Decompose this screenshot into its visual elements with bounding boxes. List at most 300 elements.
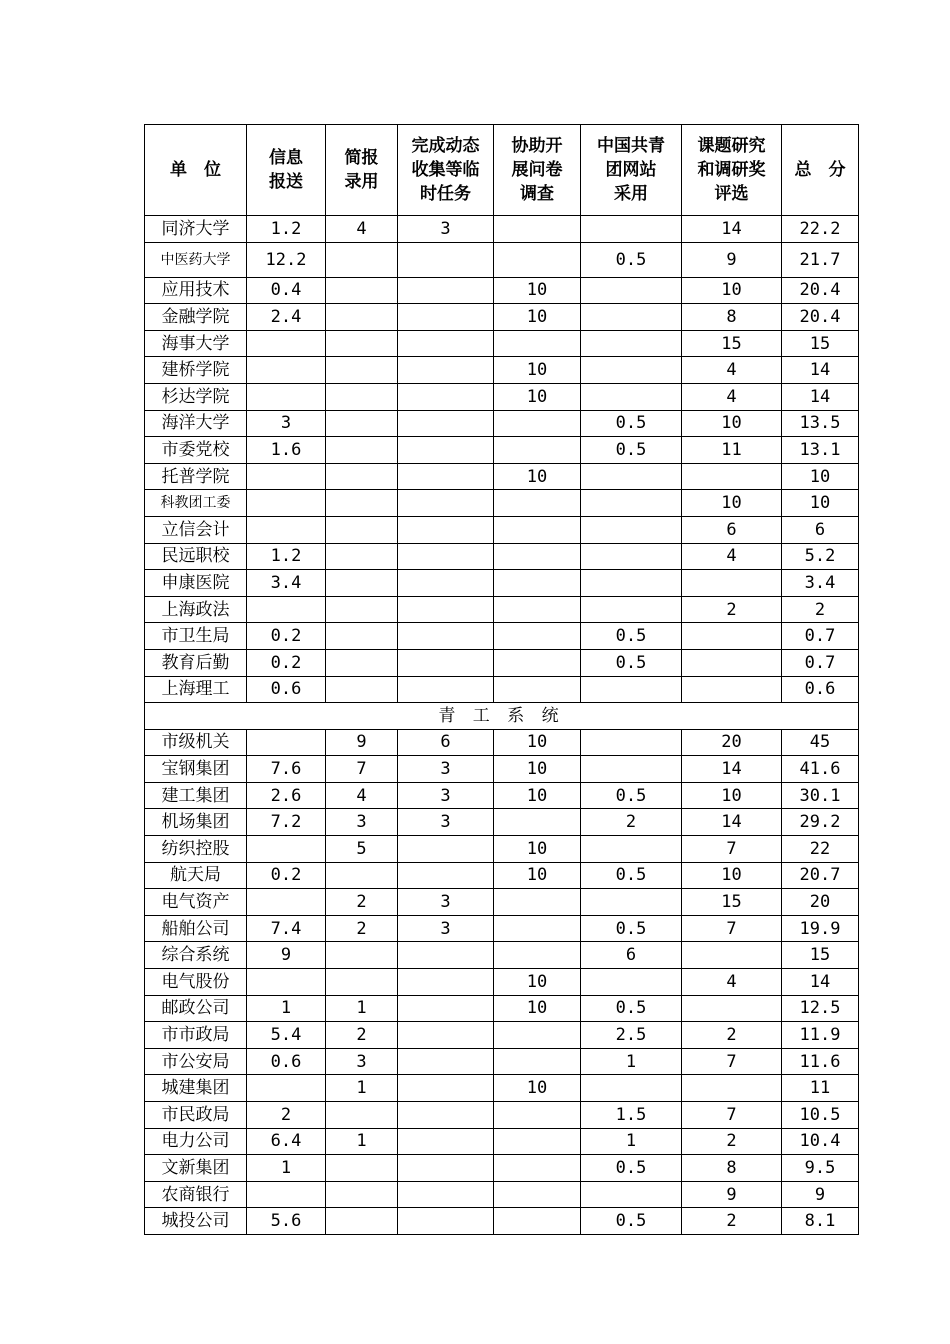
column-header-cyl-website bbox=[581, 125, 682, 216]
unit-name-cell: 船舶公司 bbox=[145, 915, 247, 942]
unit-name-cell: 电气资产 bbox=[145, 889, 247, 916]
score-cell bbox=[398, 437, 494, 464]
score-cell bbox=[326, 543, 398, 570]
score-cell: 10 bbox=[494, 383, 581, 410]
score-cell: 0.5 bbox=[581, 862, 682, 889]
score-cell bbox=[682, 1075, 782, 1102]
score-cell: 7.2 bbox=[247, 809, 326, 836]
unit-name-cell: 宝钢集团 bbox=[145, 756, 247, 783]
column-header-line: 完成动态 bbox=[411, 136, 480, 156]
score-cell: 1.5 bbox=[581, 1102, 682, 1129]
table-row bbox=[145, 889, 859, 916]
score-cell bbox=[581, 596, 682, 623]
score-cell: 0.5 bbox=[581, 623, 682, 650]
total-score-cell: 20.4 bbox=[782, 277, 859, 304]
score-cell: 2.6 bbox=[247, 782, 326, 809]
unit-name-cell: 申康医院 bbox=[145, 570, 247, 597]
score-cell: 0.2 bbox=[247, 649, 326, 676]
unit-name-cell: 电力公司 bbox=[145, 1128, 247, 1155]
table-row bbox=[145, 330, 859, 357]
table-body bbox=[145, 216, 859, 1235]
table-row bbox=[145, 216, 859, 243]
score-cell: 10 bbox=[494, 836, 581, 863]
column-header-line: 课题研究 bbox=[697, 136, 766, 156]
total-score-cell: 10 bbox=[782, 490, 859, 517]
score-cell bbox=[247, 330, 326, 357]
score-cell: 0.5 bbox=[581, 995, 682, 1022]
score-cell bbox=[494, 242, 581, 277]
score-cell bbox=[398, 304, 494, 331]
score-cell bbox=[682, 676, 782, 703]
score-cell: 0.5 bbox=[581, 915, 682, 942]
score-cell bbox=[494, 1208, 581, 1235]
score-cell: 10 bbox=[494, 729, 581, 756]
score-cell bbox=[494, 942, 581, 969]
unit-name-cell: 民远职校 bbox=[145, 543, 247, 570]
table-row bbox=[145, 756, 859, 783]
column-header-line: 单 位 bbox=[170, 160, 221, 180]
score-cell bbox=[494, 490, 581, 517]
table-row bbox=[145, 242, 859, 277]
total-score-cell: 41.6 bbox=[782, 756, 859, 783]
score-cell bbox=[494, 676, 581, 703]
score-cell bbox=[494, 1155, 581, 1182]
score-cell bbox=[398, 1181, 494, 1208]
score-cell: 1.6 bbox=[247, 437, 326, 464]
unit-name-cell: 上海政法 bbox=[145, 596, 247, 623]
table-row bbox=[145, 357, 859, 384]
score-cell: 0.2 bbox=[247, 623, 326, 650]
score-cell bbox=[247, 596, 326, 623]
table-row bbox=[145, 1128, 859, 1155]
column-header-line: 收集等临 bbox=[411, 160, 480, 180]
unit-name-cell: 立信会计 bbox=[145, 516, 247, 543]
total-score-cell: 22 bbox=[782, 836, 859, 863]
unit-name-cell: 市公安局 bbox=[145, 1048, 247, 1075]
score-cell bbox=[581, 969, 682, 996]
score-cell bbox=[682, 995, 782, 1022]
score-cell bbox=[247, 889, 326, 916]
score-cell bbox=[494, 596, 581, 623]
unit-name-cell: 海事大学 bbox=[145, 330, 247, 357]
score-cell bbox=[398, 676, 494, 703]
table-row bbox=[145, 570, 859, 597]
score-cell: 2 bbox=[326, 915, 398, 942]
table-row bbox=[145, 782, 859, 809]
score-cell bbox=[326, 383, 398, 410]
score-cell bbox=[326, 304, 398, 331]
section-title: 青 工 系 统 bbox=[145, 703, 859, 730]
score-cell bbox=[494, 570, 581, 597]
score-cell bbox=[494, 410, 581, 437]
score-cell: 3.4 bbox=[247, 570, 326, 597]
score-cell: 3 bbox=[398, 756, 494, 783]
unit-name-cell: 市级机关 bbox=[145, 729, 247, 756]
unit-name-cell: 金融学院 bbox=[145, 304, 247, 331]
total-score-cell: 0.6 bbox=[782, 676, 859, 703]
unit-name-cell: 应用技术 bbox=[145, 277, 247, 304]
unit-name-cell: 市委党校 bbox=[145, 437, 247, 464]
table-row bbox=[145, 836, 859, 863]
score-cell bbox=[247, 836, 326, 863]
score-cell bbox=[581, 889, 682, 916]
score-cell bbox=[494, 1128, 581, 1155]
total-score-cell: 20.4 bbox=[782, 304, 859, 331]
score-cell bbox=[326, 277, 398, 304]
column-header-line: 协助开 bbox=[511, 136, 563, 156]
score-cell: 4 bbox=[682, 543, 782, 570]
column-header-line: 录用 bbox=[344, 172, 379, 192]
score-cell bbox=[682, 570, 782, 597]
score-cell: 9 bbox=[682, 1181, 782, 1208]
score-cell bbox=[326, 570, 398, 597]
table-row bbox=[145, 995, 859, 1022]
score-cell bbox=[494, 1048, 581, 1075]
score-cell bbox=[581, 1181, 682, 1208]
column-header-total bbox=[782, 125, 859, 216]
score-cell bbox=[682, 623, 782, 650]
score-cell: 4 bbox=[326, 782, 398, 809]
score-cell bbox=[398, 1128, 494, 1155]
unit-name-cell: 电气股份 bbox=[145, 969, 247, 996]
unit-name-cell: 综合系统 bbox=[145, 942, 247, 969]
table-row bbox=[145, 304, 859, 331]
score-cell: 8 bbox=[682, 304, 782, 331]
score-cell bbox=[326, 596, 398, 623]
score-cell: 8 bbox=[682, 1155, 782, 1182]
score-cell bbox=[398, 277, 494, 304]
score-cell: 1.2 bbox=[247, 216, 326, 243]
total-score-cell: 29.2 bbox=[782, 809, 859, 836]
table-row bbox=[145, 1181, 859, 1208]
score-cell bbox=[581, 330, 682, 357]
score-cell bbox=[326, 969, 398, 996]
column-header-line: 和调研奖 bbox=[697, 160, 766, 180]
section-row bbox=[145, 703, 859, 730]
score-cell bbox=[247, 1181, 326, 1208]
score-cell: 4 bbox=[682, 969, 782, 996]
table-row bbox=[145, 596, 859, 623]
score-cell: 15 bbox=[682, 330, 782, 357]
score-cell bbox=[326, 1102, 398, 1129]
total-score-cell: 22.2 bbox=[782, 216, 859, 243]
score-cell: 6 bbox=[581, 942, 682, 969]
table-row bbox=[145, 490, 859, 517]
score-cell: 10 bbox=[682, 410, 782, 437]
total-score-cell: 10.5 bbox=[782, 1102, 859, 1129]
score-cell: 3 bbox=[326, 809, 398, 836]
score-cell bbox=[326, 1208, 398, 1235]
unit-name-cell: 科教团工委 bbox=[145, 490, 247, 517]
score-cell bbox=[398, 1208, 494, 1235]
score-cell bbox=[247, 729, 326, 756]
score-cell bbox=[581, 277, 682, 304]
score-cell bbox=[581, 463, 682, 490]
total-score-cell: 3.4 bbox=[782, 570, 859, 597]
unit-name-cell: 文新集团 bbox=[145, 1155, 247, 1182]
score-cell bbox=[581, 836, 682, 863]
column-header-research-award bbox=[682, 125, 782, 216]
score-cell: 10 bbox=[494, 304, 581, 331]
score-cell: 10 bbox=[494, 969, 581, 996]
score-cell: 10 bbox=[494, 463, 581, 490]
score-cell bbox=[398, 862, 494, 889]
score-cell: 0.5 bbox=[581, 649, 682, 676]
score-cell: 3 bbox=[398, 889, 494, 916]
table-row bbox=[145, 809, 859, 836]
score-cell: 2 bbox=[247, 1102, 326, 1129]
score-cell: 12.2 bbox=[247, 242, 326, 277]
column-header-survey-assist bbox=[494, 125, 581, 216]
table-row bbox=[145, 277, 859, 304]
column-header-line: 信息 bbox=[269, 148, 303, 168]
score-cell: 20 bbox=[682, 729, 782, 756]
score-cell: 4 bbox=[326, 216, 398, 243]
table-row bbox=[145, 1022, 859, 1049]
total-score-cell: 11.9 bbox=[782, 1022, 859, 1049]
score-cell bbox=[398, 543, 494, 570]
score-cell bbox=[398, 490, 494, 517]
column-header-line: 展问卷 bbox=[511, 160, 563, 180]
total-score-cell: 20.7 bbox=[782, 862, 859, 889]
score-cell bbox=[326, 623, 398, 650]
unit-name-cell: 市民政局 bbox=[145, 1102, 247, 1129]
score-cell: 2.5 bbox=[581, 1022, 682, 1049]
score-cell: 10 bbox=[494, 862, 581, 889]
score-cell: 4 bbox=[682, 357, 782, 384]
score-cell: 2 bbox=[326, 889, 398, 916]
score-cell bbox=[398, 463, 494, 490]
score-cell: 1 bbox=[581, 1048, 682, 1075]
score-cell: 0.6 bbox=[247, 1048, 326, 1075]
score-cell: 7 bbox=[682, 1102, 782, 1129]
total-score-cell: 0.7 bbox=[782, 623, 859, 650]
unit-name-cell: 托普学院 bbox=[145, 463, 247, 490]
score-cell: 10 bbox=[682, 782, 782, 809]
unit-name-cell: 农商银行 bbox=[145, 1181, 247, 1208]
table-row bbox=[145, 862, 859, 889]
score-cell bbox=[494, 649, 581, 676]
score-cell: 0.5 bbox=[581, 437, 682, 464]
score-cell bbox=[494, 437, 581, 464]
score-cell: 11 bbox=[682, 437, 782, 464]
score-cell: 5.6 bbox=[247, 1208, 326, 1235]
total-score-cell: 10 bbox=[782, 463, 859, 490]
total-score-cell: 11 bbox=[782, 1075, 859, 1102]
score-cell: 0.6 bbox=[247, 676, 326, 703]
score-cell bbox=[494, 516, 581, 543]
total-score-cell: 8.1 bbox=[782, 1208, 859, 1235]
table-row bbox=[145, 649, 859, 676]
total-score-cell: 14 bbox=[782, 383, 859, 410]
score-cell: 7.6 bbox=[247, 756, 326, 783]
score-table bbox=[144, 124, 859, 1235]
total-score-cell: 21.7 bbox=[782, 242, 859, 277]
score-cell bbox=[326, 330, 398, 357]
score-cell bbox=[326, 490, 398, 517]
column-header-line: 总 分 bbox=[794, 160, 846, 180]
column-header-line: 团网站 bbox=[605, 160, 657, 180]
score-cell: 6 bbox=[682, 516, 782, 543]
unit-name-cell: 海洋大学 bbox=[145, 410, 247, 437]
score-cell bbox=[581, 383, 682, 410]
score-cell bbox=[326, 516, 398, 543]
score-cell bbox=[682, 942, 782, 969]
score-cell: 3 bbox=[398, 216, 494, 243]
total-score-cell: 0.7 bbox=[782, 649, 859, 676]
unit-name-cell: 杉达学院 bbox=[145, 383, 247, 410]
score-cell bbox=[398, 649, 494, 676]
score-cell: 1 bbox=[326, 1075, 398, 1102]
score-cell: 3 bbox=[398, 782, 494, 809]
score-cell bbox=[398, 410, 494, 437]
score-cell bbox=[398, 969, 494, 996]
column-header-temp-tasks bbox=[398, 125, 494, 216]
score-cell bbox=[682, 649, 782, 676]
total-score-cell: 20 bbox=[782, 889, 859, 916]
score-cell: 2 bbox=[682, 596, 782, 623]
score-cell: 1.2 bbox=[247, 543, 326, 570]
score-cell bbox=[247, 1075, 326, 1102]
score-cell bbox=[247, 969, 326, 996]
total-score-cell: 9 bbox=[782, 1181, 859, 1208]
score-cell: 7 bbox=[682, 836, 782, 863]
score-cell bbox=[326, 242, 398, 277]
score-cell bbox=[247, 516, 326, 543]
total-score-cell: 14 bbox=[782, 357, 859, 384]
column-header-line: 采用 bbox=[614, 184, 648, 204]
unit-name-cell: 市卫生局 bbox=[145, 623, 247, 650]
unit-name-cell: 建工集团 bbox=[145, 782, 247, 809]
table-row bbox=[145, 676, 859, 703]
score-cell bbox=[494, 1181, 581, 1208]
table-row bbox=[145, 463, 859, 490]
score-cell bbox=[581, 543, 682, 570]
score-cell bbox=[581, 1075, 682, 1102]
score-cell bbox=[682, 463, 782, 490]
score-cell: 14 bbox=[682, 216, 782, 243]
score-cell: 0.4 bbox=[247, 277, 326, 304]
score-cell bbox=[247, 357, 326, 384]
unit-name-cell: 机场集团 bbox=[145, 809, 247, 836]
score-cell: 3 bbox=[247, 410, 326, 437]
total-score-cell: 12.5 bbox=[782, 995, 859, 1022]
score-cell: 2 bbox=[682, 1208, 782, 1235]
score-cell bbox=[398, 330, 494, 357]
unit-name-cell: 城投公司 bbox=[145, 1208, 247, 1235]
score-cell bbox=[581, 490, 682, 517]
score-cell: 10 bbox=[494, 1075, 581, 1102]
score-cell: 0.2 bbox=[247, 862, 326, 889]
unit-name-cell: 中医药大学 bbox=[145, 242, 247, 277]
score-cell bbox=[398, 1048, 494, 1075]
score-cell bbox=[398, 242, 494, 277]
unit-name-cell: 上海理工 bbox=[145, 676, 247, 703]
score-cell: 10 bbox=[682, 277, 782, 304]
score-cell: 5.4 bbox=[247, 1022, 326, 1049]
score-cell: 0.5 bbox=[581, 410, 682, 437]
total-score-cell: 15 bbox=[782, 330, 859, 357]
score-cell bbox=[326, 942, 398, 969]
score-cell bbox=[581, 676, 682, 703]
score-cell: 10 bbox=[682, 862, 782, 889]
score-cell: 6 bbox=[398, 729, 494, 756]
score-cell: 1 bbox=[581, 1128, 682, 1155]
column-header-line: 时任务 bbox=[420, 184, 471, 204]
total-score-cell: 5.2 bbox=[782, 543, 859, 570]
score-cell: 0.5 bbox=[581, 1155, 682, 1182]
table-row bbox=[145, 543, 859, 570]
score-cell bbox=[398, 570, 494, 597]
score-cell: 5 bbox=[326, 836, 398, 863]
table-row bbox=[145, 729, 859, 756]
score-cell: 1 bbox=[247, 1155, 326, 1182]
score-cell bbox=[326, 649, 398, 676]
score-cell bbox=[398, 995, 494, 1022]
column-header-line: 评选 bbox=[714, 184, 749, 204]
score-cell bbox=[581, 756, 682, 783]
score-cell bbox=[494, 889, 581, 916]
score-cell bbox=[326, 1181, 398, 1208]
score-cell bbox=[494, 915, 581, 942]
score-cell: 10 bbox=[494, 995, 581, 1022]
score-cell bbox=[398, 836, 494, 863]
score-cell: 7.4 bbox=[247, 915, 326, 942]
score-cell: 10 bbox=[494, 277, 581, 304]
score-cell: 10 bbox=[494, 782, 581, 809]
table-row bbox=[145, 969, 859, 996]
score-cell bbox=[398, 1155, 494, 1182]
score-cell: 6.4 bbox=[247, 1128, 326, 1155]
total-score-cell: 13.5 bbox=[782, 410, 859, 437]
unit-name-cell: 同济大学 bbox=[145, 216, 247, 243]
score-cell bbox=[398, 623, 494, 650]
score-cell: 2 bbox=[682, 1128, 782, 1155]
total-score-cell: 9.5 bbox=[782, 1155, 859, 1182]
score-cell: 3 bbox=[398, 809, 494, 836]
score-cell: 0.5 bbox=[581, 1208, 682, 1235]
score-cell bbox=[398, 942, 494, 969]
unit-name-cell: 城建集团 bbox=[145, 1075, 247, 1102]
score-cell: 3 bbox=[398, 915, 494, 942]
table-row bbox=[145, 516, 859, 543]
table-row bbox=[145, 1075, 859, 1102]
score-cell: 2 bbox=[581, 809, 682, 836]
total-score-cell: 2 bbox=[782, 596, 859, 623]
score-cell bbox=[326, 463, 398, 490]
score-cell bbox=[247, 383, 326, 410]
score-cell: 9 bbox=[326, 729, 398, 756]
score-cell bbox=[326, 1155, 398, 1182]
column-header-line: 简报 bbox=[344, 148, 379, 168]
score-cell bbox=[398, 1102, 494, 1129]
total-score-cell: 19.9 bbox=[782, 915, 859, 942]
score-cell: 9 bbox=[682, 242, 782, 277]
unit-name-cell: 航天局 bbox=[145, 862, 247, 889]
score-cell bbox=[247, 463, 326, 490]
score-cell bbox=[326, 676, 398, 703]
table-row bbox=[145, 623, 859, 650]
score-cell: 1 bbox=[326, 1128, 398, 1155]
score-cell: 2 bbox=[682, 1022, 782, 1049]
column-header-info-report bbox=[247, 125, 326, 216]
column-header-line: 中国共青 bbox=[597, 136, 665, 156]
table-row bbox=[145, 1155, 859, 1182]
score-cell: 3 bbox=[326, 1048, 398, 1075]
score-cell bbox=[398, 516, 494, 543]
total-score-cell: 45 bbox=[782, 729, 859, 756]
total-score-cell: 15 bbox=[782, 942, 859, 969]
